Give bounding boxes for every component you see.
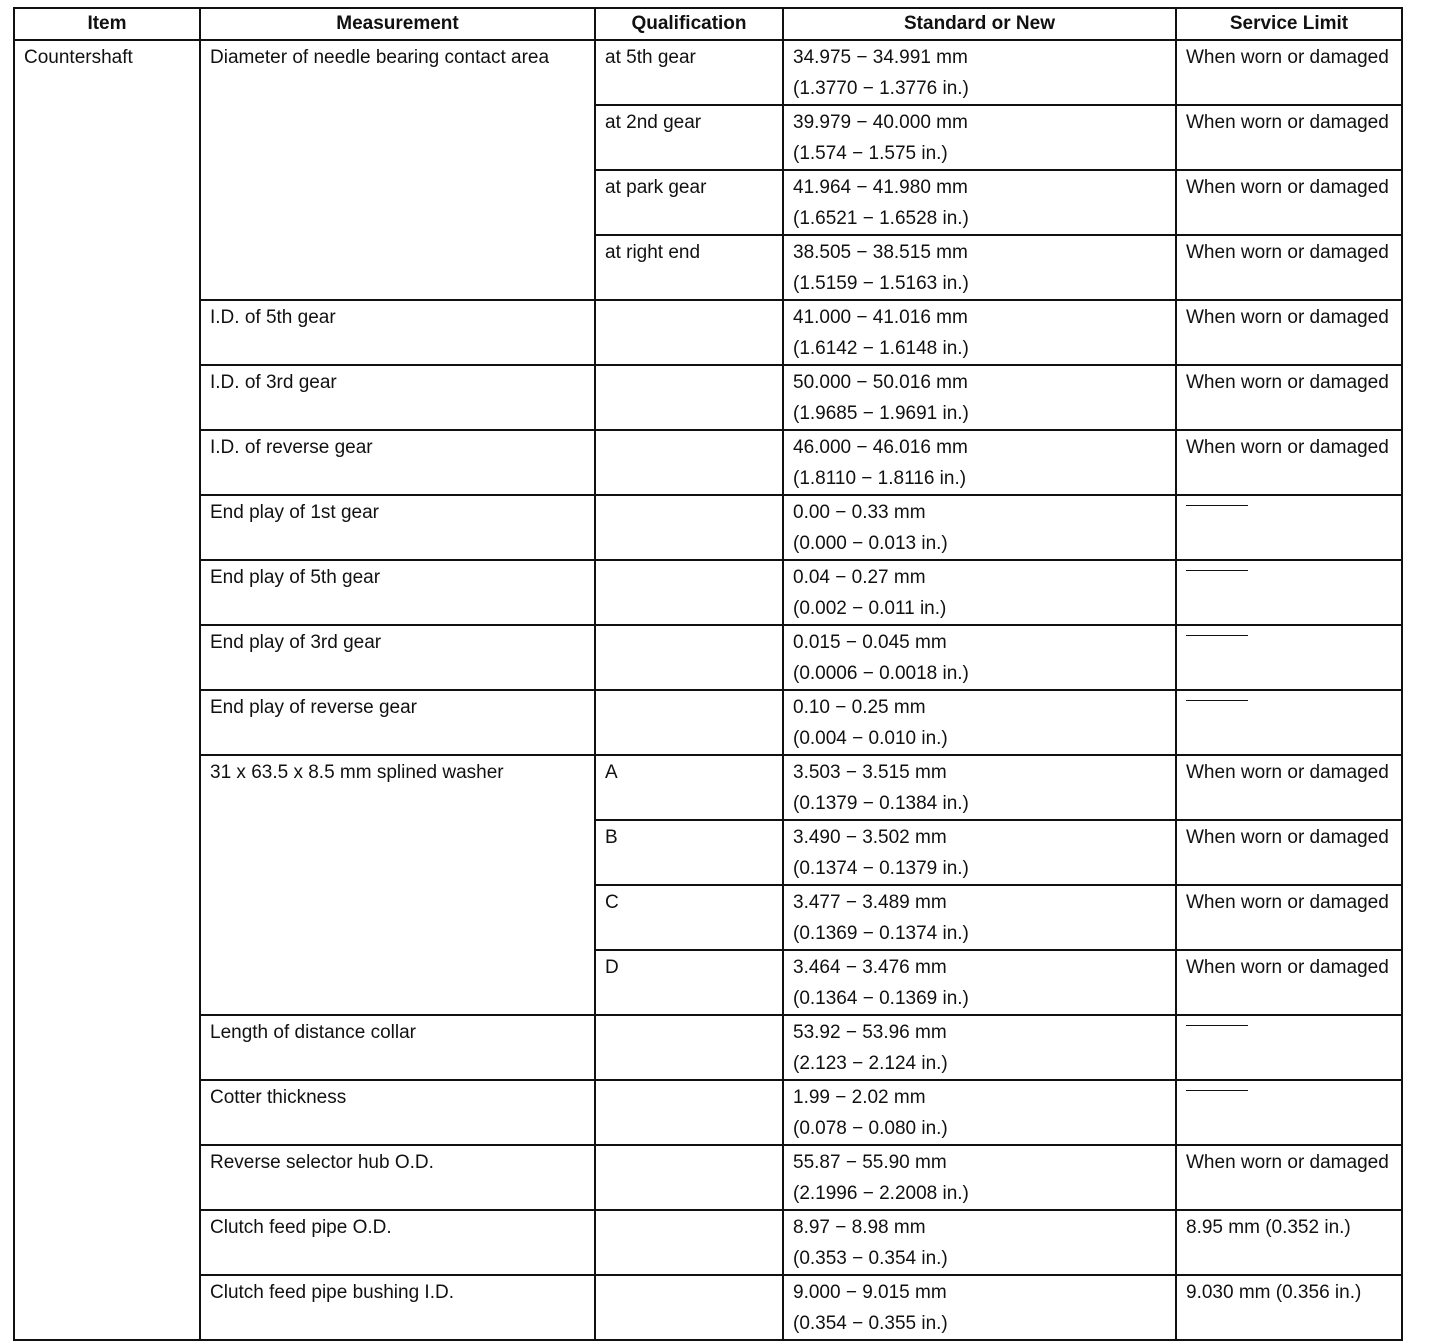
service-limit-cell [1176,755,1402,820]
standard-cell [783,950,1176,1015]
service-limit-value: When worn or damaged [1186,762,1389,783]
qualification-value: at 2nd gear [605,112,702,133]
table-row [14,1145,1402,1210]
service-limit-cell [1176,495,1402,560]
qualification-cell [595,430,783,495]
service-limit-cell [1176,170,1402,235]
service-limit-value: 8.95 mm (0.352 in.) [1186,1217,1351,1238]
measurement-label: Cotter thickness [210,1087,347,1108]
table-row [14,300,1402,365]
table-row [14,625,1402,690]
standard-mm-value: 55.87 − 55.90 mm [793,1152,947,1173]
table-row [14,1015,1402,1080]
standard-in-value: (0.1374 − 0.1379 in.) [793,858,969,879]
measurement-label: Reverse selector hub O.D. [210,1152,434,1173]
measurement-cell [200,365,595,430]
table-row [14,1275,1402,1340]
measurement-label: Diameter of needle bearing contact area [210,47,550,68]
table-row [14,430,1402,495]
header-item: Item [14,8,200,40]
qualification-cell [595,105,783,170]
standard-in-value: (0.1379 − 0.1384 in.) [793,793,969,814]
measurement-label: Clutch feed pipe bushing I.D. [210,1282,454,1303]
qualification-value: at 5th gear [605,47,696,68]
no-limit-dash [1186,635,1248,636]
standard-mm-value: 0.00 − 0.33 mm [793,502,926,523]
standard-cell [783,885,1176,950]
standard-in-value: (1.5159 − 1.5163 in.) [793,273,969,294]
qualification-cell [595,170,783,235]
table-row [14,560,1402,625]
measurement-cell [200,1210,595,1275]
table-row [14,1210,1402,1275]
service-limit-cell [1176,690,1402,755]
table-row [14,40,1402,105]
standard-cell [783,1210,1176,1275]
qualification-cell [595,1275,783,1340]
standard-mm-value: 0.04 − 0.27 mm [793,567,926,588]
qualification-value: A [605,762,618,783]
service-limit-value: When worn or damaged [1186,372,1389,393]
service-limit-value: When worn or damaged [1186,1152,1389,1173]
service-limit-cell [1176,625,1402,690]
service-limit-cell [1176,40,1402,105]
service-limit-value: 9.030 mm (0.356 in.) [1186,1282,1362,1303]
qualification-value: D [605,957,619,978]
measurement-label: Length of distance collar [210,1022,416,1043]
standard-cell [783,1275,1176,1340]
service-limit-value: When worn or damaged [1186,957,1389,978]
qualification-value: B [605,827,618,848]
standard-cell [783,430,1176,495]
standard-cell [783,365,1176,430]
qualification-cell [595,625,783,690]
header-measurement: Measurement [200,8,595,40]
measurement-cell [200,430,595,495]
standard-cell [783,1145,1176,1210]
header-standard: Standard or New [783,8,1176,40]
measurement-cell [200,1145,595,1210]
service-limit-cell [1176,365,1402,430]
standard-cell [783,1080,1176,1145]
header-qualification: Qualification [595,8,783,40]
measurement-cell [200,300,595,365]
service-limit-cell [1176,235,1402,300]
service-limit-value: When worn or damaged [1186,827,1389,848]
qualification-cell [595,885,783,950]
standard-in-value: (0.354 − 0.355 in.) [793,1313,948,1334]
measurement-label: End play of reverse gear [210,697,418,718]
table-row [14,690,1402,755]
standard-mm-value: 39.979 − 40.000 mm [793,112,968,133]
qualification-value: at right end [605,242,701,263]
standard-mm-value: 50.000 − 50.016 mm [793,372,968,393]
qualification-cell [595,495,783,560]
measurement-cell [200,690,595,755]
standard-mm-value: 41.964 − 41.980 mm [793,177,968,198]
service-limit-value: When worn or damaged [1186,177,1389,198]
standard-cell [783,1015,1176,1080]
qualification-cell [595,1210,783,1275]
measurement-cell [200,495,595,560]
measurement-label: Clutch feed pipe O.D. [210,1217,392,1238]
measurement-cell [200,1080,595,1145]
standard-in-value: (2.123 − 2.124 in.) [793,1053,948,1074]
table-row [14,755,1402,820]
standard-in-value: (1.6521 − 1.6528 in.) [793,208,969,229]
standard-mm-value: 3.464 − 3.476 mm [793,957,947,978]
measurement-cell [200,625,595,690]
standard-cell [783,560,1176,625]
standard-mm-value: 8.97 − 8.98 mm [793,1217,926,1238]
service-limit-cell [1176,1080,1402,1145]
standard-mm-value: 34.975 − 34.991 mm [793,47,968,68]
standard-in-value: (0.000 − 0.013 in.) [793,533,948,554]
measurement-label: End play of 3rd gear [210,632,382,653]
measurement-label: I.D. of 3rd gear [210,372,337,393]
measurement-cell [200,560,595,625]
standard-cell [783,300,1176,365]
standard-cell [783,690,1176,755]
service-limit-cell [1176,950,1402,1015]
standard-in-value: (0.0006 − 0.0018 in.) [793,663,969,684]
standard-cell [783,105,1176,170]
standard-cell [783,235,1176,300]
specification-table [13,7,1403,1341]
standard-mm-value: 41.000 − 41.016 mm [793,307,968,328]
qualification-cell [595,365,783,430]
service-limit-cell [1176,300,1402,365]
standard-cell [783,170,1176,235]
service-limit-value: When worn or damaged [1186,47,1389,68]
service-limit-cell [1176,1275,1402,1340]
no-limit-dash [1186,1090,1248,1091]
no-limit-dash [1186,700,1248,701]
standard-in-value: (0.353 − 0.354 in.) [793,1248,948,1269]
standard-in-value: (1.6142 − 1.6148 in.) [793,338,969,359]
measurement-label: I.D. of reverse gear [210,437,373,458]
qualification-cell [595,690,783,755]
measurement-cell [200,1015,595,1080]
standard-in-value: (1.3770 − 1.3776 in.) [793,78,969,99]
header-row [14,8,1402,40]
table-body [14,40,1402,1340]
standard-in-value: (0.002 − 0.011 in.) [793,598,947,619]
standard-in-value: (1.574 − 1.575 in.) [793,143,948,164]
service-limit-cell [1176,820,1402,885]
service-limit-cell [1176,430,1402,495]
measurement-label: End play of 5th gear [210,567,381,588]
service-limit-value: When worn or damaged [1186,112,1389,133]
standard-in-value: (1.9685 − 1.9691 in.) [793,403,969,424]
table-row [14,365,1402,430]
service-limit-cell [1176,885,1402,950]
service-limit-value: When worn or damaged [1186,437,1389,458]
standard-cell [783,755,1176,820]
standard-mm-value: 0.015 − 0.045 mm [793,632,947,653]
standard-in-value: (2.1996 − 2.2008 in.) [793,1183,969,1204]
standard-in-value: (0.078 − 0.080 in.) [793,1118,948,1139]
standard-mm-value: 3.503 − 3.515 mm [793,762,947,783]
measurement-label: 31 x 63.5 x 8.5 mm splined washer [210,762,504,783]
standard-mm-value: 53.92 − 53.96 mm [793,1022,947,1043]
standard-in-value: (0.1369 − 0.1374 in.) [793,923,969,944]
measurement-label: I.D. of 5th gear [210,307,336,328]
measurement-cell [200,1275,595,1340]
qualification-cell [595,1015,783,1080]
table-row [14,1080,1402,1145]
standard-mm-value: 0.10 − 0.25 mm [793,697,926,718]
standard-mm-value: 46.000 − 46.016 mm [793,437,968,458]
item-label: Countershaft [24,47,133,68]
standard-in-value: (1.8110 − 1.8116 in.) [793,468,967,489]
standard-mm-value: 9.000 − 9.015 mm [793,1282,947,1303]
service-limit-cell [1176,1015,1402,1080]
standard-cell [783,625,1176,690]
no-limit-dash [1186,505,1248,506]
qualification-cell [595,300,783,365]
qualification-value: C [605,892,619,913]
standard-in-value: (0.004 − 0.010 in.) [793,728,948,749]
measurement-label: End play of 1st gear [210,502,379,523]
standard-cell [783,495,1176,560]
qualification-cell [595,1145,783,1210]
measurement-cell [200,755,595,1015]
table-row [14,495,1402,560]
standard-cell [783,40,1176,105]
qualification-cell [595,950,783,1015]
qualification-cell [595,560,783,625]
standard-mm-value: 38.505 − 38.515 mm [793,242,968,263]
service-limit-cell [1176,560,1402,625]
service-limit-value: When worn or damaged [1186,242,1389,263]
service-limit-cell [1176,105,1402,170]
item-cell [14,40,200,1340]
qualification-cell [595,1080,783,1145]
service-limit-value: When worn or damaged [1186,307,1389,328]
qualification-value: at park gear [605,177,707,198]
no-limit-dash [1186,1025,1248,1026]
qualification-cell [595,235,783,300]
standard-in-value: (0.1364 − 0.1369 in.) [793,988,969,1009]
standard-mm-value: 3.477 − 3.489 mm [793,892,947,913]
standard-mm-value: 3.490 − 3.502 mm [793,827,947,848]
header-service-limit: Service Limit [1176,8,1402,40]
service-limit-cell [1176,1210,1402,1275]
no-limit-dash [1186,570,1248,571]
standard-cell [783,820,1176,885]
standard-mm-value: 1.99 − 2.02 mm [793,1087,926,1108]
service-limit-value: When worn or damaged [1186,892,1389,913]
qualification-cell [595,40,783,105]
qualification-cell [595,820,783,885]
service-limit-cell [1176,1145,1402,1210]
measurement-cell [200,40,595,300]
qualification-cell [595,755,783,820]
